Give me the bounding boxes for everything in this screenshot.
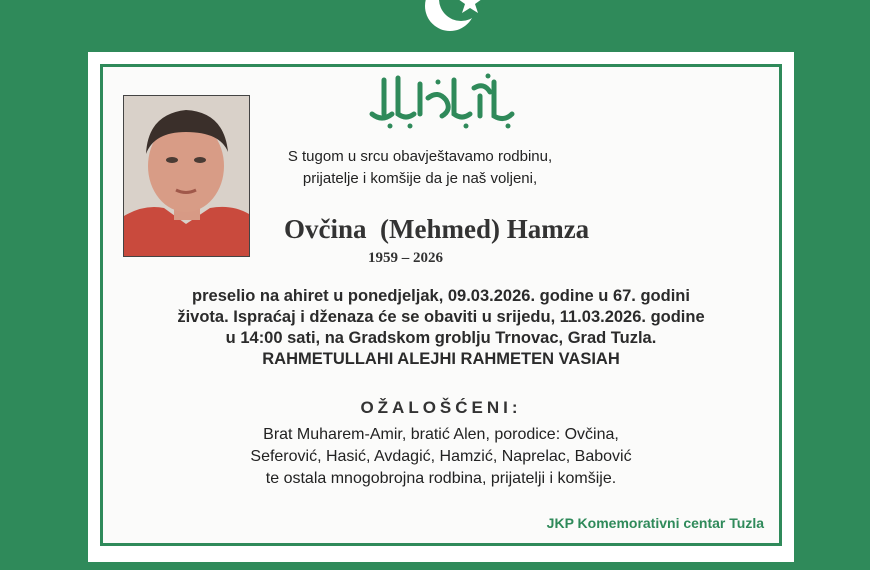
mourners-title: OŽALOŠĆENI: bbox=[360, 398, 522, 417]
announcement-text bbox=[100, 286, 782, 370]
mourners-line-2: Seferović, Hasić, Avdagić, Hamzić, Naprelac, Babović bbox=[250, 448, 632, 465]
announcement-line-2: života. Ispraćaj i dženaza će se obaviti u srijedu, 11.03.2026. godine bbox=[177, 308, 705, 326]
announcement-line-1: preselio na ahiret u ponedjeljak, 09.03.2026. godine u 67. godini bbox=[192, 287, 690, 305]
announcement-line-3: u 14:00 sati, na Gradskom groblju Trnovac, Grad Tuzla. bbox=[225, 329, 657, 347]
mourners-list bbox=[100, 424, 782, 490]
arabic-calligraphy-icon bbox=[362, 70, 522, 132]
deceased-years: 1959 – 2026 bbox=[368, 250, 443, 266]
intro-line-2: prijatelje i komšije da je naš voljeni, bbox=[302, 170, 538, 187]
intro-line-1: S tugom u srcu obavještavamo rodbinu, bbox=[287, 148, 553, 165]
footer-organization: JKP Komemorativni centar Tuzla bbox=[546, 515, 764, 531]
intro-text bbox=[250, 146, 590, 190]
crescent-star-icon bbox=[408, 0, 508, 44]
portrait-photo bbox=[123, 95, 250, 257]
announcement-line-4: RAHMETULLAHI ALEJHI RAHMETEN VASIAH bbox=[262, 350, 620, 368]
mourners-line-1: Brat Muharem-Amir, bratić Alen, porodice: Ovčina, bbox=[263, 426, 619, 443]
mourners-line-3: te ostala mnogobrojna rodbina, prijatelji i komšije. bbox=[265, 470, 617, 487]
deceased-name: Ovčina (Mehmed) Hamza bbox=[284, 214, 590, 244]
